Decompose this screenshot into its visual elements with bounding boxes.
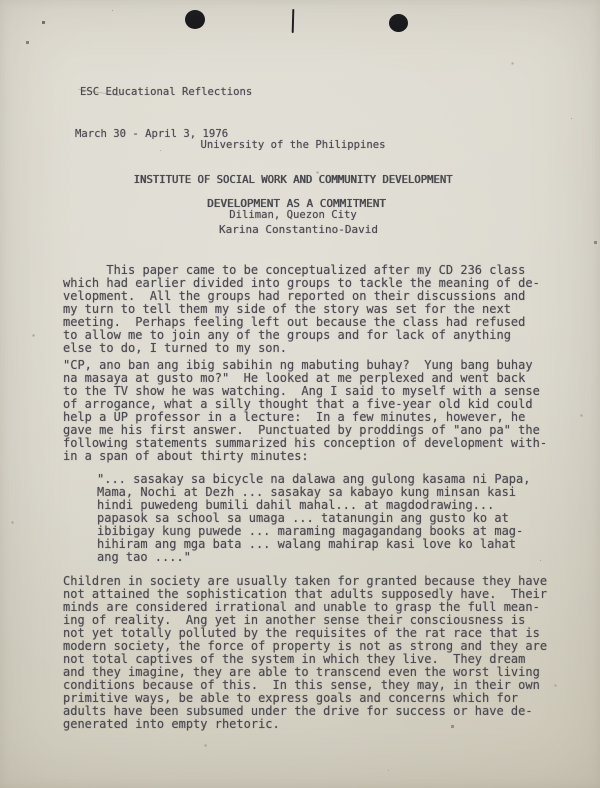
- paragraph-son-dialogue: "CP, ano ban ang ibig sabihin ng mabuting buhay? Yung bang buhay na masaya at gusto mo?" He looked at me perplexed and went back to the TV show he was watching. Ang I said to myself with a sense of arrogance, what a silly thought that a five-year old kid could help a UP professor in a lecture: In a few minutes, however, he gave me his first answer. Punctuated by proddings of "ano pa" the following statements summarized his conception of development with- in a span of about thirty minutes:: [63, 358, 548, 463]
- masthead-publication: ESC Educational Reflections: [80, 86, 253, 98]
- institution-institute-line: INSTITUTE OF SOCIAL WORK AND COMMUNITY DEVELOPMENT: [133, 173, 453, 186]
- center-tick-mark: [292, 9, 295, 33]
- paper-specks: [0, 0, 1, 1]
- document-title: DEVELOPMENT AS A COMMITMENT: [207, 197, 386, 210]
- institution-location-line: Diliman, Quezon City: [229, 208, 357, 221]
- document-author: Karina Constantino-David: [219, 223, 378, 236]
- punch-hole-mark-left: [185, 10, 205, 29]
- masthead-date-range: March 30 - April 3, 1976: [75, 128, 229, 140]
- institution-university-line: University of the Philippines: [200, 139, 386, 152]
- paragraph-intro: This paper came to be conceptualized after my CD 236 class which had earlier divided into groups to tackle the meaning of de- velopment. All the groups had reported on their discussions and my turn to tell them my side of the story was set for the next meeting. Perhaps feeling left out because the class had refused to allow me to join any of the groups and for lack of anything else to do, I turned to my son.: [63, 263, 540, 355]
- punch-hole-mark-right: [389, 14, 408, 32]
- blockquote-son-statements: "... sasakay sa bicycle na dalawa ang gulong kasama ni Papa, Mama, Nochi at Dezh ... sasakay sa kabayo kung minsan kasi hindi puwedeng bumili dahil mahal... at magdodrawing... papasok sa school sa umaga ... tatanungin ang gusto ko at ibibigay kung puwede ... maraming magagandang books at mag- hihiram ang mga bata ... walang mahirap kasi love ko lahat ang tao ....": [97, 472, 531, 564]
- paragraph-children-in-society: Children in society are usually taken for granted because they have not attained the sophistication that adults supposedly have. Their minds are considered irrational and unable to grasp the full mean- ing of reality. Ang yet in another sense their consciousness is not yet totally polluted by the requisites of the rat race that is modern society, the force of property is not as strong and they are not total captives of the system in which they live. They dream and they imagine, they are able to transcend even the worst living conditions because of this. In this sense, they may, in their own primitive ways, be able to express goals and concerns which for adults have been subsumed under the drive for success or have de- generated into empty rhetoric.: [63, 574, 548, 731]
